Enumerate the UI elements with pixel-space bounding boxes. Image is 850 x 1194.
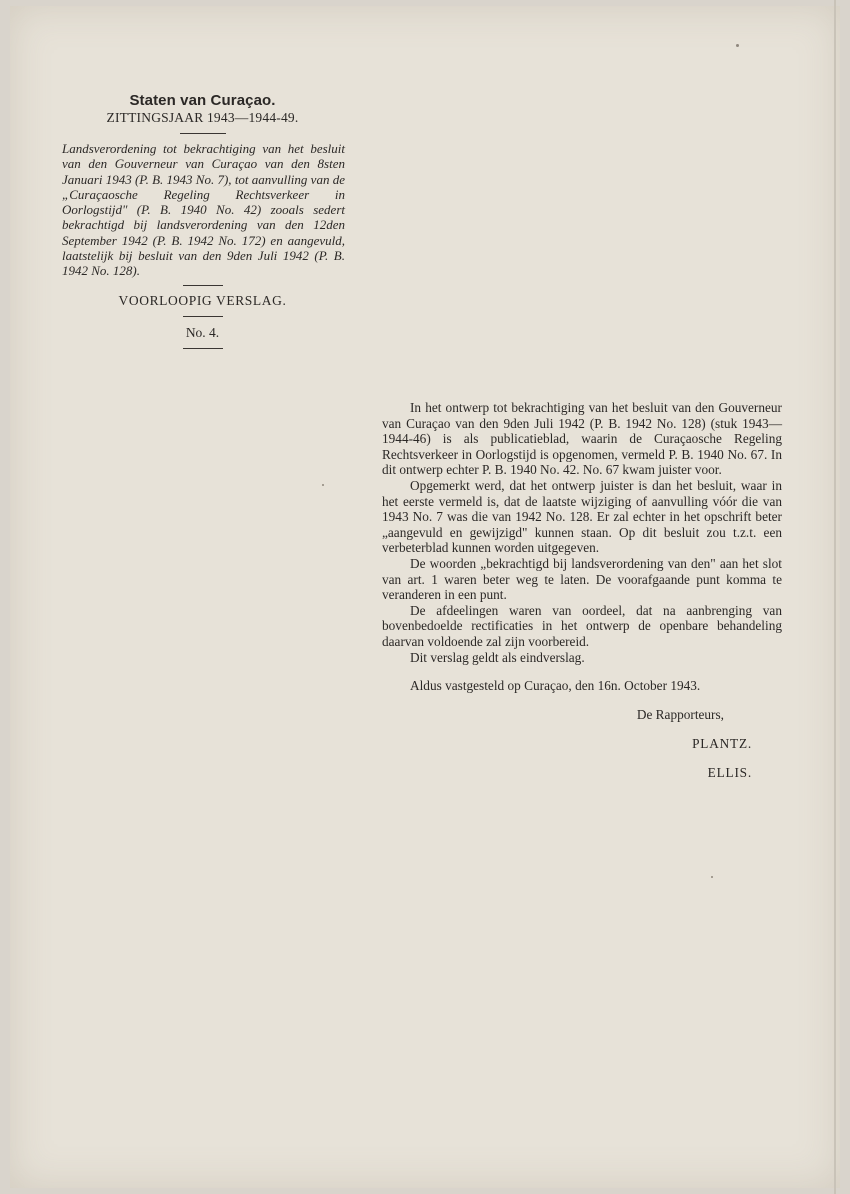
body-paragraph: Dit verslag geldt als eindverslag. (410, 649, 585, 665)
divider-rule (183, 348, 223, 349)
report-body (382, 400, 782, 780)
body-paragraph: De afdeelingen waren van oordeel, dat na aanbrenging van bovenbedoelde rectificaties in het ontwerp de openbare behandeling daarvan voldoende zal zijn voorbereid. (382, 602, 782, 649)
divider-rule (180, 133, 226, 134)
document-title: Staten van Curaçao. (129, 92, 276, 109)
signer-name: ELLIS. (707, 764, 752, 780)
divider-rule (183, 285, 223, 286)
body-paragraph: De woorden „bekrachtigd bij landsverordening van den" aan het slot van art. 1 waren beter weg te laten. De voorafgaande punt komma te veranderen in een punt. (382, 555, 782, 603)
subject-description: Landsverordening tot bekrachtiging van het besluit van den Gouverneur van Curaçao van den 8sten Januari 1943 (P. B. 1943 No. 7), tot aanvulling van de „Curaçaosche Regeling Rechtsverkeer in Oorlogstijd" (P. B. 1940 No. 42) zooals sedert bekrachtigd bij landsverordening van den 12den September 1942 (P. B. 1942 No. 172) en aangevuld, laatstelijk bij besluit van den 9den Juli 1942 (P. B. 1942 No. 128). (62, 141, 345, 279)
signer-name: PLANTZ. (692, 736, 752, 752)
signature-heading: De Rapporteurs, (636, 706, 724, 722)
report-number: No. 4. (185, 324, 220, 340)
closing-line: Aldus vastgesteld op Curaçao, den 16n. October 1943. (410, 678, 701, 694)
paper-speck (711, 876, 713, 878)
body-paragraph: In het ontwerp tot bekrachtiging van het besluit van den Gouverneur van Curaçao van den 9den Juli 1942 (P. B. 1942 No. 128) (stuk 1943—1944-46) is als publicatieblad, waarin de Curaçaosche Regeling Rechtsverkeer in Oorlogstijd is opgenomen, vermeld P. B. 1940 No. 67. In dit ontwerp echter P. B. 1940 No. 42. No. 67 kwam juister voor. (382, 400, 782, 478)
report-type: VOORLOOPIG VERSLAG. (118, 292, 287, 308)
body-paragraph: Opgemerkt werd, dat het ontwerp juister is dan het besluit, waar in het eerste vermeld is, dat de laatste wijziging of aanvulling vóór die van 1943 No. 7 was die van 1942 No. 128. Er zal echter in het opschrift beter „aangevuld en gewijzigd" kunnen staan. Op dit besluit zou t.z.t. een verbeterblad kunnen worden uitgegeven. (382, 477, 782, 556)
paper-edge (834, 0, 836, 1194)
paper-speck (736, 44, 739, 47)
session-year: ZITTINGSJAAR 1943—1944-49. (106, 110, 299, 125)
document-header (60, 92, 345, 356)
paper-speck (322, 484, 324, 486)
divider-rule (183, 316, 223, 317)
